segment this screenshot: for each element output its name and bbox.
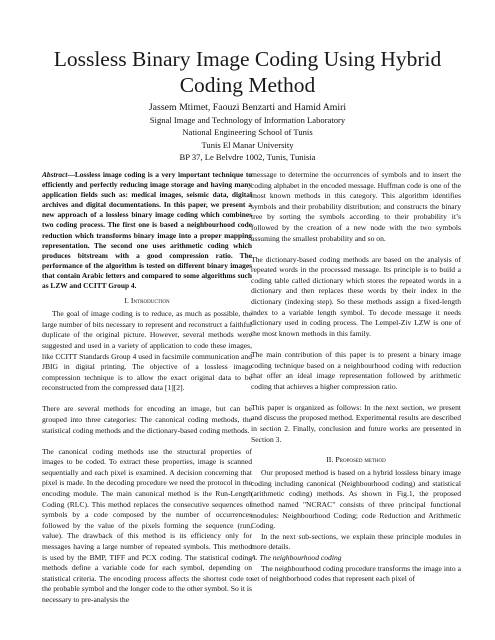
paragraph: Our proposed method is based on a hybrid lossless binary image coding including canonical (Neighbourhood coding) and statistical (arithmetic coding) methods. As shown in Fig.1, the proposed method named "NCRAC" consists of three principal functional modules: Neighbourhood Coding; code Reduction and Arithmetic Coding. xyxy=(251,468,461,531)
section-heading-proposed-method xyxy=(251,454,461,465)
section-number: II. xyxy=(326,455,334,465)
left-column xyxy=(42,170,252,606)
section-title: Proposed method xyxy=(335,455,386,465)
abstract-label: Abstract xyxy=(42,170,68,179)
paragraph: The main contribution of this paper is to present a binary image coding technique based on a neighbourhood coding with reduction that offer an ideal image representation followed by arithmetic coding that achieves a higher compression ratio. xyxy=(251,349,461,391)
paragraph: In the next sub-sections, we explain these principle modules in more details. xyxy=(251,531,461,552)
affiliation-line: BP 37, Le Belvdre 1002, Tunis, Tunisia xyxy=(179,151,316,162)
paper-title xyxy=(40,46,455,98)
authors: Jassem Mtimet, Faouzi Benzarti and Hamid Amiri xyxy=(148,102,347,113)
section-title: Introduction xyxy=(130,296,170,306)
paragraph: The canonical coding methods use the structural properties of images to be coded. To extract these properties, image is scanned sequentially and each pixel is examined. A decision concerning that pixel is made. In the decoding procedure we need the protocol in the encoding module. The main canonical method is the Run-Length Coding (RLC). This method replaces the consecutive sequences of symbols by a code composed by the number of occurrences followed by the value of the pixels forming the sequence (run, value). The drawback of this method is its efficiency only for messages having a large number of repeated symbols. This method is used by the BMP, TIFF and PCX coding. The statistical coding methods define a variable code for each symbol, depending on statistical criteria. The encoding process affects the shortest code to the probable symbol and the longer code to the other symbol. So it is necessary to pre-analysis the xyxy=(42,446,252,604)
paragraph: The goal of image coding is to reduce, as much as possible, the large number of bits necessary to represent and reconstruct a faithful duplicate of the original picture. However, several methods were suggested and used in a variety of application to code these images, like CCITT Standards Group 4 used in facsimile communication and JBIG in digital printing. The objective of a lossless image compression technique is to allow the exact original data to be reconstructed from the compressed data [1][2]. xyxy=(42,309,252,393)
abstract-text: —Lossless image coding is a very important technique to efficiently and perfectly reducing image storage and having many application fields such as: medical images, seismic data, digital archives and digital documentations. In this paper, we present a new approach of a lossless binary image coding which combines two coding process. The first one is based a neighbourhood code reduction which transforms binary image into a proper mapping representation. The second one uses arithmetic coding which produces bitstream with a good compression ratio. The performance of the algorithm is tested on different binary images that contain Arabic letters and compared to some algorithms such as LZW and CCITT Group 4. xyxy=(42,170,252,291)
subsection-heading: A. The neighbourhood coding xyxy=(251,552,342,562)
title-line-1: Lossless Binary Image Coding Using Hybrid xyxy=(53,47,442,71)
right-column xyxy=(251,170,461,585)
title-line-2: Coding Method xyxy=(179,73,316,97)
paragraph: message to determine the occurrences of symbols and to insert the coding alphabet in the encoded message. Huffman code is one of the most known methods in this category. This algorithm identifies symbols and their probability distribution; and constructs the binary tree by sorting the symbols according to their probability it’s followed by the creation of a new node with the two symbols assuming the smallest probability and so on. xyxy=(251,170,461,243)
paragraph: The neighbourhood coding procedure transforms the image into a set of neighborhood codes that represent each pixel of xyxy=(251,563,461,584)
affiliation-line: National Engineering School of Tunis xyxy=(182,127,313,138)
affiliation xyxy=(60,114,435,163)
paragraph: This paper is organized as follows: In the next section, we present and discuss the proposed method. Experimental results are described in section 2. Finally, conclusion and future works are presented in Section 3. xyxy=(251,402,461,444)
paragraph: The dictionary-based coding methods are based on the analysis of repeated words in the processed message. Its principle is to build a coding table called dictionary which stores the repeated words in a dictionary and then replaces these words by their index in the dictionary (indexing step). So these methods assign a fixed-length index to a variable length symbol. To decode message it needs dictionary used in coding process. The Lempel-Ziv LZW is one of the most known methods in this family. xyxy=(251,254,461,338)
paragraph: There are several methods for encoding an image, but can be grouped into three categories: The canonical coding methods, the statistical coding methods and the dictionary-based coding methods. xyxy=(42,404,252,435)
affiliation-line: Tunis El Manar University xyxy=(201,139,294,150)
section-heading-introduction xyxy=(42,295,252,306)
affiliation-line: Signal Image and Technology of Information Laboratory xyxy=(149,115,346,125)
section-number: I. xyxy=(124,296,129,306)
abstract xyxy=(42,170,252,291)
